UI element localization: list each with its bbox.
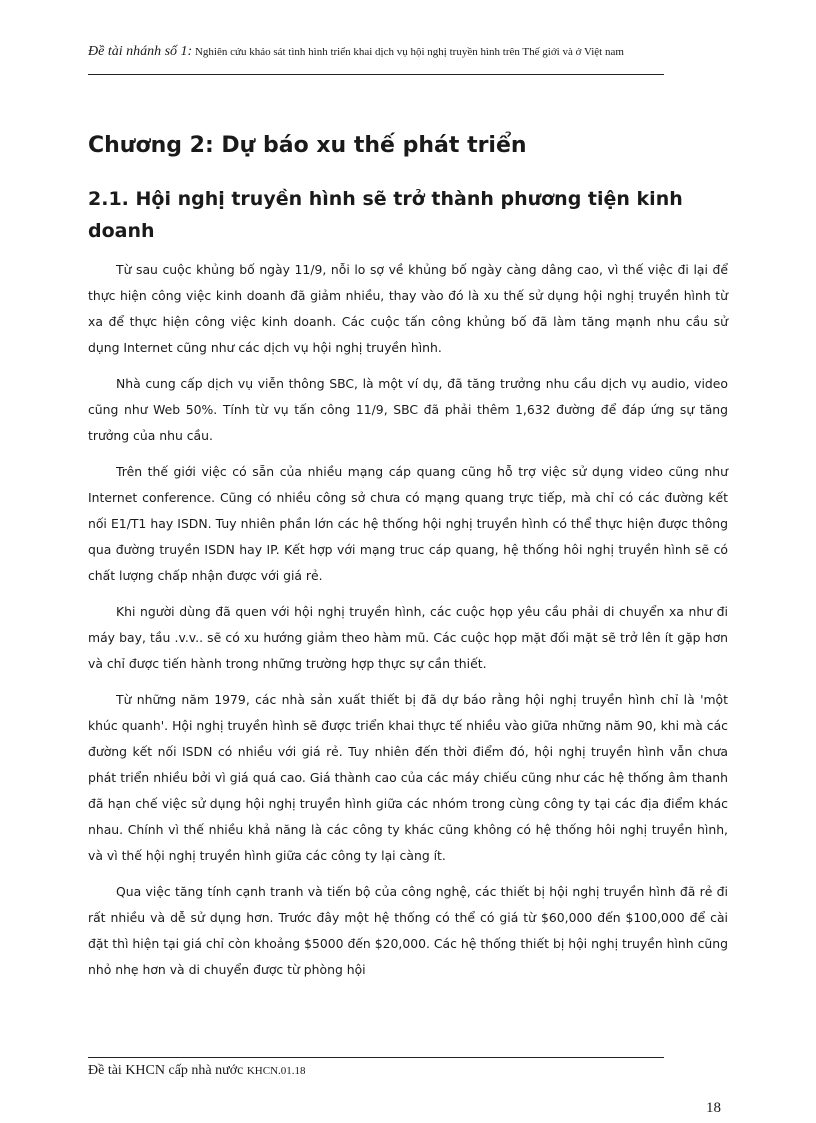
footer-text: Đề tài KHCN cấp nhà nước (88, 1063, 244, 1078)
paragraph: Khi người dùng đã quen với hội nghị truyền hình, các cuộc họp yêu cầu phải di chuyển xa như đi máy bay, tầu .v.v.. sẽ có xu hướng giảm theo hàm mũ. Các cuộc họp mặt đối mặt sẽ trở lên ít gặp hơn và chỉ được tiến hành trong những trường hợp thực sự cần thiết. (88, 604, 728, 671)
section-title: 2.1. Hội nghị truyền hình sẽ trở thành phương tiện kinh doanh (88, 188, 683, 242)
body-text (88, 257, 728, 993)
paragraph: Từ những năm 1979, các nhà sản xuất thiết bị đã dự báo rằng hội nghị truyền hình chỉ là 'một khúc quanh'. Hội nghị truyền hình sẽ được triển khai thực tế nhiều vào giữa những năm 90, khi mà các đường kết nối ISDN có nhiều với giá rẻ. Tuy nhiên đến thời điểm đó, hội nghị truyền hình vẫn chưa phát triển nhiều bởi vì giá quá cao. Giá thành cao của các máy chiếu cũng như các hệ thống âm thanh đã hạn chế việc sử dụng hội nghị truyền hình giữa các nhóm trong cùng công ty tại các địa điểm khác nhau. Chính vì thế nhiều khả năng là các công ty khác cũng không có hệ thống hôi nghị truyền hình, và vì thế hội nghị truyền hình giữa các công ty lại càng ít. (88, 692, 728, 863)
paragraph: Qua việc tăng tính cạnh tranh và tiến bộ của công nghệ, các thiết bị hội nghị truyền hình đã rẻ đi rất nhiều và dễ sử dụng hơn. Trước đây một hệ thống có thể có giá từ $60,000 đến $100,000 để cài đặt thì hiện tại giá chỉ còn khoảng $5000 đến $20,000. Các hệ thống thiết bị hội nghị truyền hình cũng nhỏ nhẹ hơn và di chuyển được từ phòng hội (88, 884, 728, 977)
footer-rule (88, 1057, 664, 1058)
footer-code: KHCN.01.18 (246, 1065, 306, 1077)
chapter-title: Chương 2: Dự báo xu thế phát triển (88, 133, 527, 158)
header-label: Đề tài nhánh số 1: (88, 44, 193, 59)
paragraph: Nhà cung cấp dịch vụ viễn thông SBC, là một ví dụ, đã tăng trưởng nhu cầu dịch vụ audio, video cũng như Web 50%. Tính từ vụ tấn công 11/9, SBC đã phải thêm 1,632 đường để đáp ứng sự tăng trưởng của nhu cầu. (88, 376, 728, 443)
page-footer (88, 1063, 306, 1079)
paragraph: Trên thế giới việc có sẵn của nhiều mạng cáp quang cũng hỗ trợ việc sử dụng video cũng như Internet conference. Cũng có nhiều công sở chưa có mạng quang trực tiếp, mà chỉ có các đường kết nối E1/T1 hay ISDN. Tuy nhiên phần lớn các hệ thống hội nghị truyền hình có thể thực hiện được thông qua đường truyền ISDN hay IP. Kết hợp với mạng truc cáp quang, hệ thống hôi nghị truyền hình sẽ có chất lượng chấp nhận được với giá rẻ. (88, 464, 728, 583)
paragraph: Từ sau cuộc khủng bố ngày 11/9, nỗi lo sợ về khủng bố ngày càng dâng cao, vì thế việc đi lại để thực hiện công việc kinh doanh đã giảm nhiều, thay vào đó là xu thế sử dụng hội nghị truyền hình từ xa để thực hiện công việc kinh doanh. Các cuộc tấn công khủng bố đã làm tăng mạnh nhu cầu sử dụng Internet cũng như các dịch vụ hội nghị truyền hình. (88, 262, 728, 355)
header-title: Nghiên cứu khảo sát tình hình triển khai dịch vụ hội nghị truyền hình trên Thế giới và ở Việt nam (194, 46, 624, 58)
header-rule (88, 74, 664, 75)
page-number: 18 (706, 1100, 721, 1116)
page-header (88, 44, 728, 60)
